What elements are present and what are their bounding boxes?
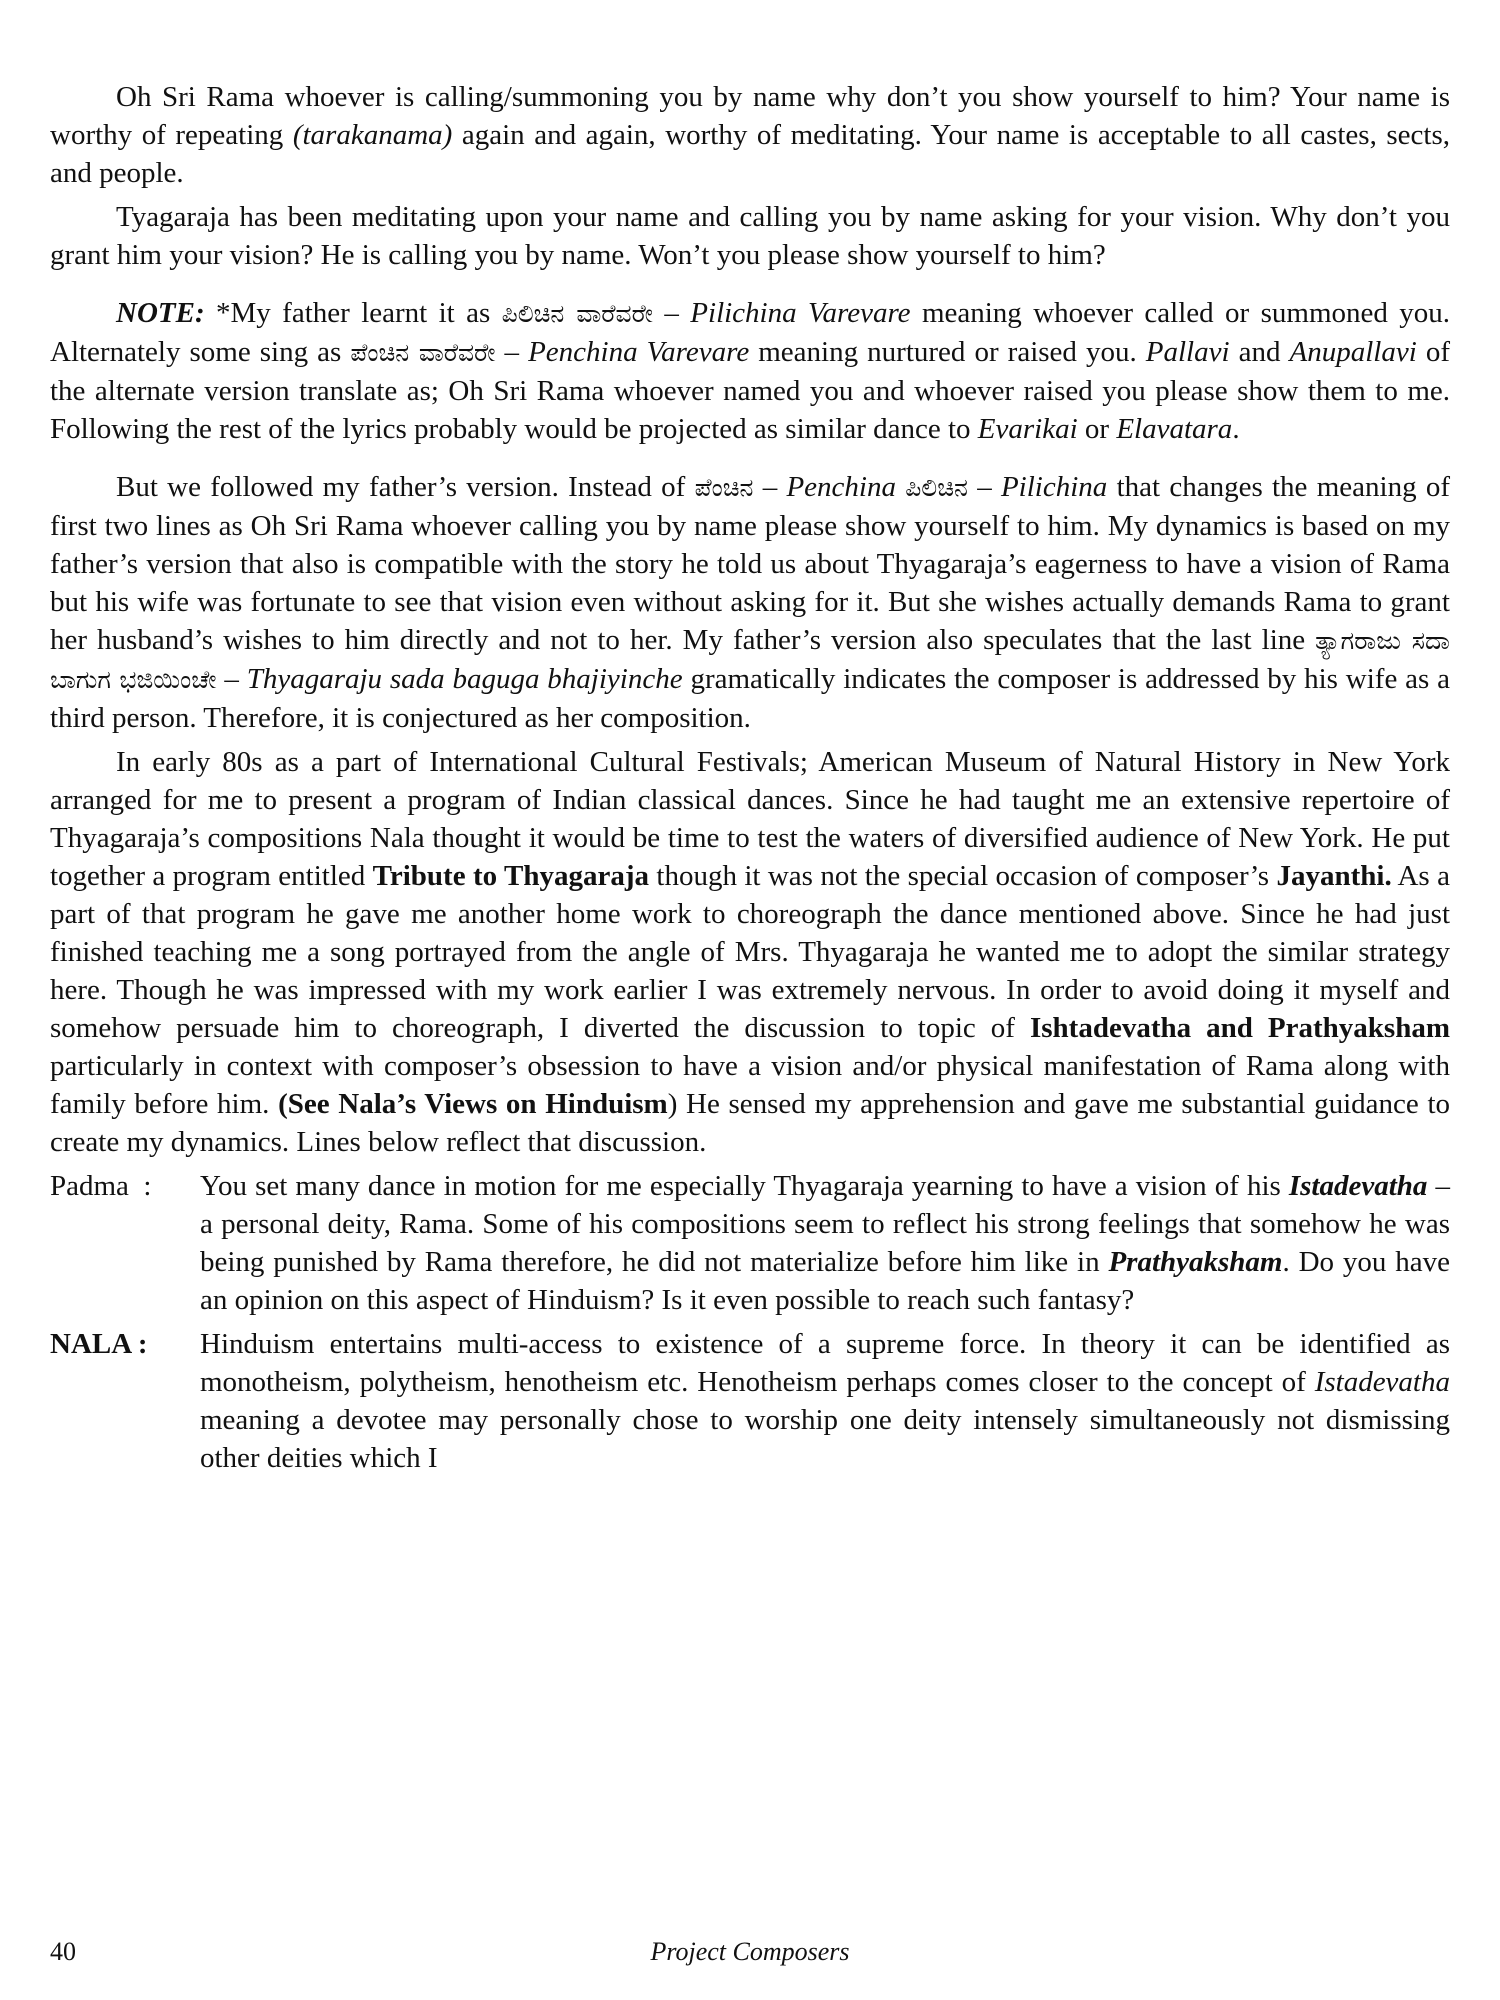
padma-text: You set many dance in motion for me especially Thyagaraja yearning to have a vision of his Istadevatha – a personal deity, Rama. Some of his compositions seem to reflect his strong feelings that somehow he was being punished by Rama therefore, he did not materialize before him like in Prathyaksham. Do you have an opinion on this aspect of Hinduism? Is it even possible to reach such fantasy? (200, 1170, 1451, 1316)
running-title: Project Composers (650, 1937, 850, 1966)
speaker-nala: NALA : (50, 1328, 148, 1360)
kannada-last-line: ತ್ಯಾಗರಾಜು ಸದಾ ಬಾಗುಗ ಭಜಿಯಿಂಚೇ (50, 626, 1450, 694)
paragraph-fathers-version: But we followed my father’s version. Instead of ಪೆಂಚಿನ – Penchina ಪಿಲಿಚಿನ – Pilichina that changes the meaning of first two lines as Oh Sri Rama whoever calling you by name please show yourself to him. My dynamics is based on my father’s version that also is compatible with the story he told us about Thyagaraja’s eagerness to have a vision of Rama but his wife was fortunate to see that vision even without asking for it. But she wishes actually demands Rama to grant her husband’s wishes to him directly and not to her. My father’s version also speculates that the last line ತ್ಯಾಗರಾಜು ಸದಾ ಬಾಗುಗ ಭಜಿಯಿಂಚೇ – Thyagaraju sada baguga bhajiyinche gramatically indicates the composer is addressed by his wife as a third person. Therefore, it is conjectured as her composition. (50, 471, 1451, 734)
paragraph-new-york-program: In early 80s as a part of International Cultural Festivals; American Museum of Natural History in New York arranged for me to present a program of Indian classical dances. Since he had taught me an extensive repertoire of Thyagaraja’s compositions Nala thought it would be time to test the waters of diversified audience of New York. He put together a program entitled Tribute to Thyagaraja though it was not the special occasion of composer’s Jayanthi. As a part of that program he gave me another home work to choreograph the dance mentioned above. Since he had just finished teaching me a song portrayed from the angle of Mrs. Thyagaraja he wanted me to adopt the similar strategy here. Though he was impressed with my work earlier I was extremely nervous. In order to avoid doing it myself and somehow persuade him to choreograph, I diverted the discussion to topic of Ishtadevatha and Prathyaksham particularly in context with composer’s obsession to have a vision and/or physical manifestation of Rama along with family before him. (See Nala’s Views on Hinduism) He sensed my apprehension and gave me substantial guidance to create my dynamics. Lines below reflect that discussion. (50, 746, 1450, 1158)
note-paragraph: NOTE: *My father learnt it as ಪಿಲಿಚಿನ ವಾರೆವರೇ – Pilichina Varevare meaning whoever called or summoned you. Alternately some sing as ಪೆಂಚಿನ ವಾರೆವರೇ – Penchina Varevare meaning nurtured or raised you. Pallavi and Anupallavi of the alternate version translate as; Oh Sri Rama whoever named you and whoever raised you please show them to me. Following the rest of the lyrics probably would be projected as similar dance to Evarikai or Elavatara. (50, 297, 1451, 445)
speaker-padma: Padma : (50, 1170, 152, 1202)
page-footer (50, 1937, 1450, 1971)
page-number: 40 (50, 1937, 76, 1966)
page-body (50, 78, 1450, 1477)
dialog-nala (50, 1325, 1450, 1477)
paragraph-tyagaraja-meditating: Tyagaraja has been meditating upon your name and calling you by name asking for your vision. Why don’t you grant him your vision? He is calling you by name. Won’t you please show yourself to him? (50, 201, 1450, 271)
kannada-pilichina-inline: ಪಿಲಿಚಿನ (905, 473, 968, 502)
kannada-pilichina: ಪಿಲಿಚಿನ ವಾರೆವರೇ (501, 299, 653, 328)
kannada-penchina-inline: ಪೆಂಚಿನ (694, 473, 754, 502)
note-label: NOTE: (116, 297, 205, 329)
kannada-penchina: ಪೆಂಚಿನ ವಾರೆವರೇ (350, 338, 496, 367)
dialog-padma (50, 1167, 1450, 1319)
paragraph-oh-sri-rama: Oh Sri Rama whoever is calling/summoning you by name why don’t you show yourself to him? Your name is worthy of repeating (tarakanama) again and again, worthy of meditating. Your name is acceptable to all castes, sects, and people. (50, 81, 1450, 189)
nala-text: Hinduism entertains multi-access to existence of a supreme force. In theory it can be identified as monotheism, polytheism, henotheism etc. Henotheism perhaps comes closer to the concept of Istadevatha meaning a devotee may personally chose to worship one deity intensely simultaneously not dismissing other deities which I (200, 1328, 1450, 1474)
